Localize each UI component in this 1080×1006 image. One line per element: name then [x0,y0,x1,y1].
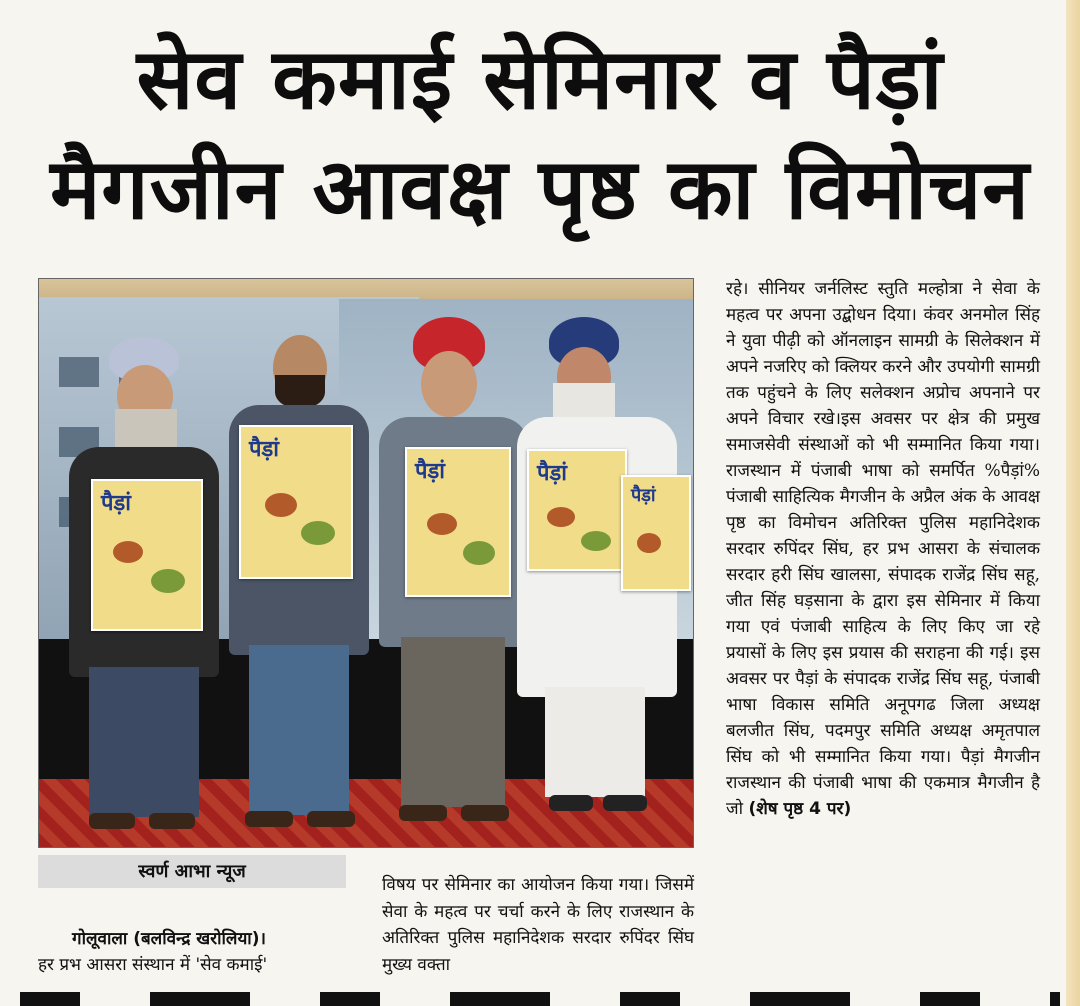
continued-note: (शेष पृष्ठ 4 पर) [748,799,852,819]
magazine-cover-4 [527,449,627,571]
poster-logo: पैड़ां [415,459,445,484]
headline-line-2: मैगजीन आवक्ष पृष्ठ का विमोचन [50,140,1030,238]
cropped-next-headline [20,992,1060,1006]
article-column-right [726,276,1040,822]
article-text-right: रहे। सीनियर जर्नलिस्ट स्तुति मल्होत्रा ने सेवा के महत्व पर अपना उद्बोधन दिया। कंवर अनमोल सिंह ने युवा पीढ़ी को ऑनलाइन सामग्री के सिलेक्शन में अपने नजरिए को क्लियर करने और उपयोगी सामग्री तक पहुंचने के लिए सलेक्शन अप्रोच अपनाने पर अपने विचार रखे।इस अवसर पर क्षेत्र की प्रमुख समाजसेवी संस्थाओं को भी सम्मानित किया गया। राजस्थान में पंजाबी भाषा को समर्पित %पैड़ां% पंजाबी साहित्यिक मैगजीन के अप्रैल अंक के आवक्ष पृष्ठ का विमोचन अतिरिक्त पुलिस महानिदेशक सरदार रुपिंदर सिंघ, हर प्रभ आसरा के संचालक सरदार हरी सिंघ खालसा, संपादक राजेंद्र सिंघ सहू, जीत सिंह घड़साना के द्वारा इस सेमिनार में किया गया एवं पंजाबी साहित्य के लिए किए जा रहे प्रयासों के लिए इस प्रयास की सराहना की गई। इस अवसर पर पैड़ां के संपादक राजेंद्र सिंघ सहू, पंजाबी भाषा विकास समिति अनूपगढ जिला अध्यक्ष बलजीत सिंघ, पदमपुर समिति अध्यक्ष अमृतपाल सिंघ को भी सम्मानित किया गया। पैड़ां मैगजीन राजस्थान की पंजाबी भाषा की एकमात्र मैगजीन है जो [726,279,1040,819]
article-column-left [38,926,356,978]
article-text-left: हर प्रभ आसरा संस्थान में 'सेव कमाई' [38,955,268,975]
poster-logo: पैड़ां [537,461,567,486]
poster-logo: पैड़ां [249,437,279,462]
news-credit: स्वर्ण आभा न्यूज [38,855,346,888]
headline-line-1: सेव कमाई सेमिनार व पैड़ां [136,30,944,128]
magazine-cover-2 [239,425,353,579]
magazine-cover-5 [621,475,691,591]
article-column-middle: विषय पर सेमिनार का आयोजन किया गया। जिसमें सेवा के महत्व पर चर्चा करने के लिए राजस्थान के अतिरिक्त पुलिस महानिदेशक सरदार रुपिंदर सिंघ मुख्य वक्ता [382,875,694,975]
news-photo [38,278,694,848]
poster-logo: पैड़ां [101,491,131,516]
magazine-cover-1 [91,479,203,631]
magazine-cover-3 [405,447,511,597]
person-2 [219,335,379,835]
poster-logo: पैड़ां [631,485,656,506]
dateline: गोलूवाला (बलविन्द्र खरोलिया)। [72,929,266,949]
